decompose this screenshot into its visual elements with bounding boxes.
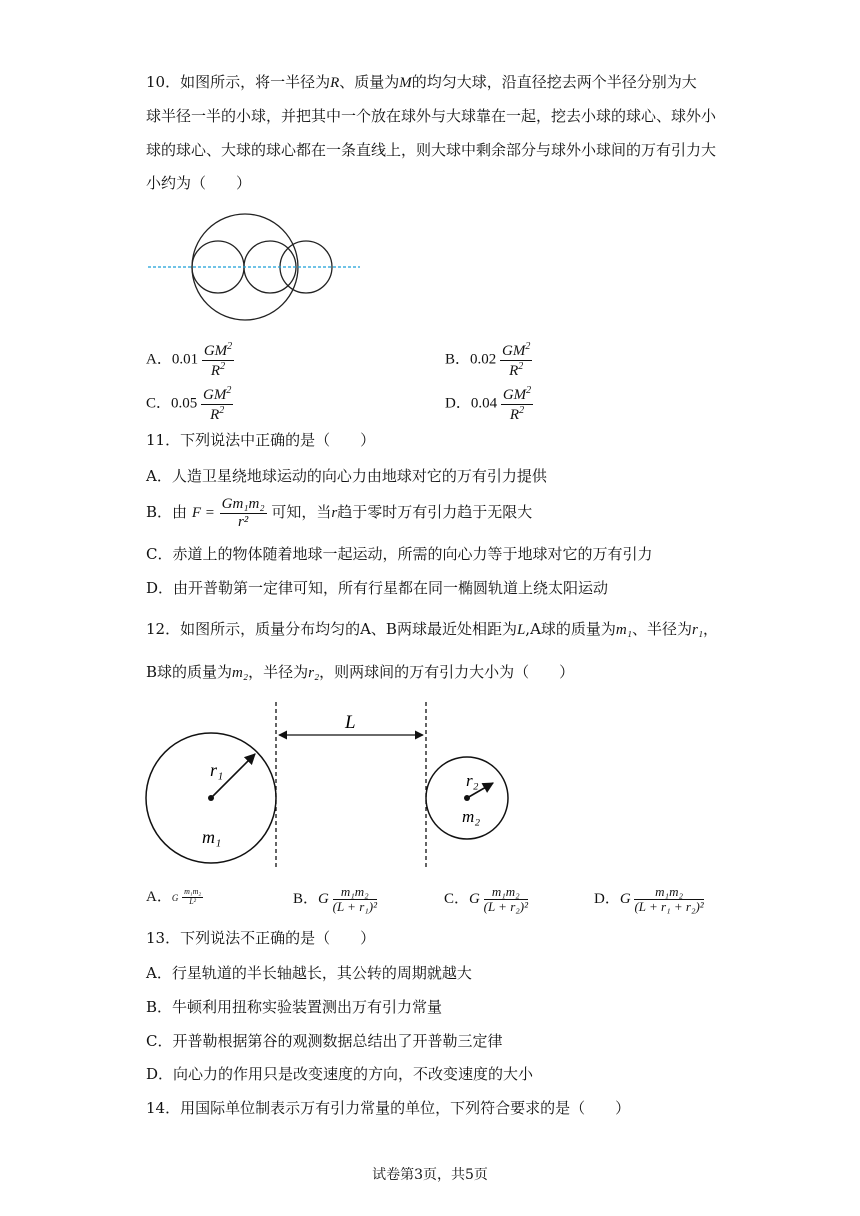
q13-option-a: A．行星轨道的半长轴越长，其公转的周期就越大 [146, 964, 472, 982]
q12-option-b: B．G $\frac{\text{m₁m₂}}{\text{(L + r₁)²}}$ [293, 884, 378, 915]
q10-line3: 球的球心、大球的球心都在一条直线上，则大球中剩余部分与球外小球间的万有引力大 [146, 141, 717, 159]
q13-stem: 13．下列说法不正确的是（ ） [146, 929, 376, 947]
q12-line1: 12．如图所示，质量分布均匀的A、B两球最近处相距为L,A球的质量为m₁、半径为r₁， [146, 620, 719, 638]
q13-option-c: C．开普勒根据第谷的观测数据总结出了开普勒三定律 [146, 1032, 503, 1050]
q11-option-a: A．人造卫星绕地球运动的向心力由地球对它的万有引力提供 [146, 467, 547, 485]
label-m2: m₂ [462, 807, 481, 826]
q12-option-d: D．G $\frac{\text{m₁m₂}}{\text{(L + r₁ + r₂)²}}$ [594, 884, 704, 915]
q13-option-d: D．向心力的作用只是改变速度的方向，不改变速度的大小 [146, 1065, 534, 1083]
q10-option-b: B．0.02 $\frac{GM^2}{R^2}$ [445, 341, 531, 379]
label-L: L [345, 712, 356, 733]
q12-option-a: A．G $\frac{\text{m₁m₂}}{\text{L²}}$ [146, 887, 202, 907]
q10-spheres-figure [140, 210, 370, 328]
q10-line2: 球半径一半的小球，并把其中一个放在球外与大球靠在一起，挖去小球的球心、球外小 [146, 107, 717, 125]
label-r1: r₁ [210, 760, 224, 780]
q12-two-spheres-figure [140, 700, 520, 870]
label-m1: m₁ [202, 827, 222, 847]
label-r2: r₂ [466, 771, 479, 790]
q14-stem: 14．用国际单位制表示万有引力常量的单位，下列符合要求的是（ ） [146, 1099, 631, 1117]
q12-option-c: C．G $\frac{\text{m₁m₂}}{\text{(L + r₂)²}}$ [444, 884, 529, 915]
q12-line2: B球的质量为m₂，半径为r₂，则两球间的万有引力大小为（ ） [146, 663, 575, 681]
q11-option-b: B．由 F = $\frac{\text{Gm₁m₂}}{\text{r²}}$ 可知，当r趋于零时万有引力趋于无限大 [146, 496, 533, 530]
page-footer: 试卷第3页，共5页 [372, 1167, 488, 1183]
q11-option-d: D．由开普勒第一定律可知，所有行星都在同一椭圆轨道上绕太阳运动 [146, 579, 609, 597]
q11-stem: 11．下列说法中正确的是（ ） [146, 431, 376, 449]
q10-line4: 小约为（ ） [146, 174, 252, 192]
q10-line1: 10．如图所示，将一半径为R、质量为M的均匀大球，沿直径挖去两个半径分别为大 [146, 73, 697, 91]
q10-option-c: C．0.05 $\frac{GM^2}{R^2}$ [146, 385, 232, 423]
q10-option-d: D．0.04 $\frac{GM^2}{R^2}$ [445, 385, 532, 423]
q13-option-b: B．牛顿利用扭称实验装置测出万有引力常量 [146, 998, 443, 1016]
q11-option-c: C．赤道上的物体随着地球一起运动，所需的向心力等于地球对它的万有引力 [146, 545, 653, 563]
q10-option-a: A．0.01 $\frac{GM^2}{R^2}$ [146, 341, 233, 379]
